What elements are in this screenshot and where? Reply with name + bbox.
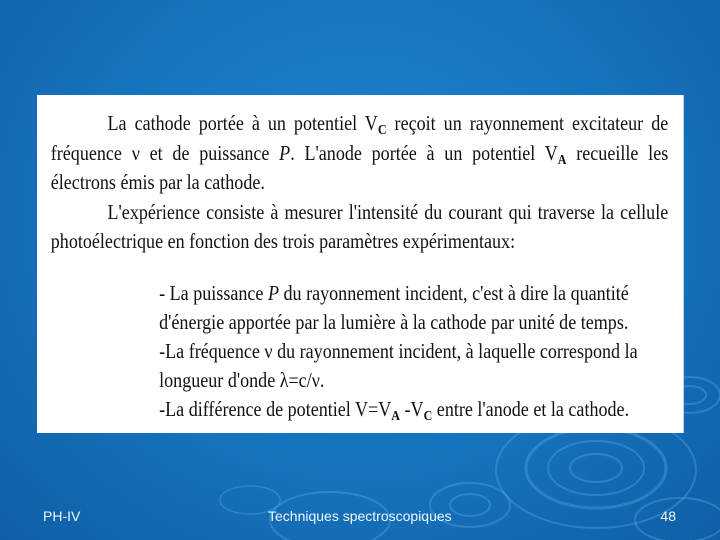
- subscript-c: C: [377, 123, 387, 138]
- text-span: reçoit un rayonnement excitateur de fréquence ν et de puissance: [50, 111, 669, 165]
- paragraph-experience: L'expérience consiste à mesurer l'intensité du courant qui traverse la cellule photoélectrique en fonction des trois paramètres expérimentaux:: [50, 199, 669, 253]
- text-span: . L'anode portée à un potentiel V: [290, 140, 558, 165]
- subscript-c: C: [423, 408, 433, 424]
- text-span: recueille les électrons émis par la cathode.: [50, 140, 669, 194]
- text-span: entre l'anode et la cathode.: [432, 396, 630, 421]
- text-span: du rayonnement incident, c'est à dire la quantité d'énergie apportée par la lumière à la cathode par unité de temps.: [159, 280, 629, 334]
- list-item-power: [159, 279, 668, 337]
- text-span: -V: [400, 396, 424, 421]
- subscript-a: A: [391, 408, 401, 424]
- page-number: 48: [660, 508, 676, 524]
- text-span: - La puissance: [159, 280, 268, 305]
- list-item-potential: [159, 395, 668, 424]
- parameter-list: [159, 279, 668, 424]
- text-span: -La différence de potentiel V=V: [159, 396, 392, 421]
- footer-title: Techniques spectroscopiques: [268, 508, 452, 524]
- footer-left: PH-IV: [43, 508, 81, 524]
- subscript-a: A: [557, 152, 567, 168]
- list-item-frequency: -La fréquence ν du rayonnement incident, à laquelle correspond la longueur d'onde λ=c/ν.: [159, 338, 638, 392]
- power-symbol: P: [279, 140, 291, 165]
- power-symbol: P: [267, 280, 279, 305]
- slide-text-box: [37, 95, 684, 433]
- paragraph-cathode: [51, 109, 668, 198]
- text-span: La cathode portée à un potentiel V: [107, 111, 378, 135]
